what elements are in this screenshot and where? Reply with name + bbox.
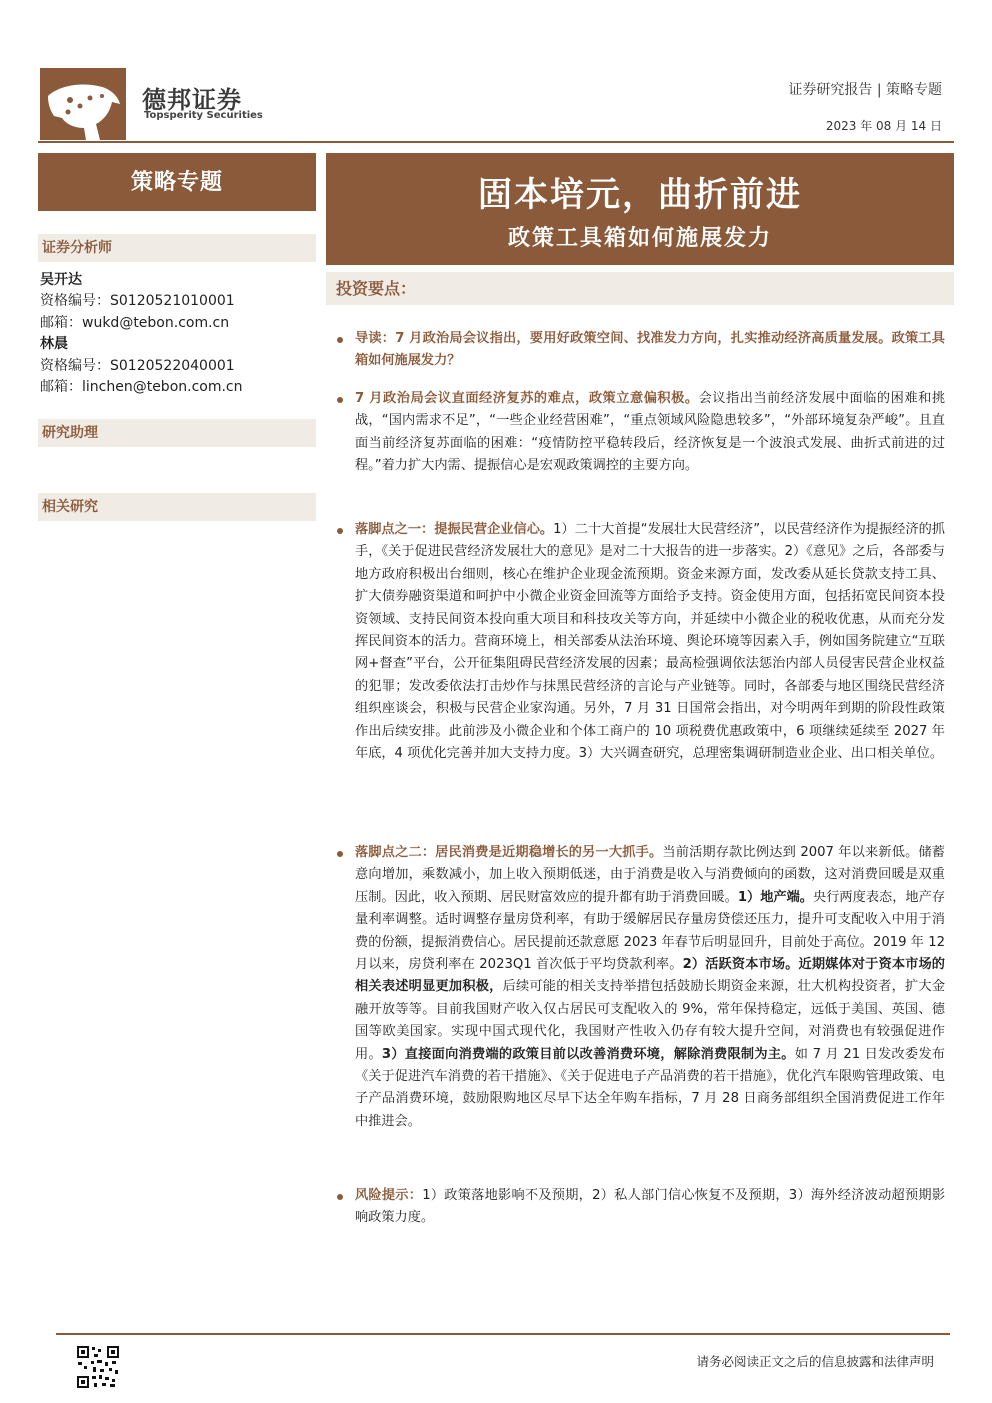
company-logo (40, 68, 280, 140)
analyst-heading: 证券分析师 (38, 234, 316, 262)
intro-paragraph (355, 328, 945, 373)
analyst-license: 资格编号：S0120521010001 (40, 293, 235, 309)
risk-body: 1）政策落地影响不及预期，2）私人部门信心恢复不及预期，3）海外经济波动超预期影响政策力度。 (355, 1188, 946, 1226)
report-subtitle: 政策工具箱如何施展发力 (507, 225, 772, 251)
bullet-icon (337, 397, 343, 403)
politburo-body: 会议指出当前经济发展中面临的困难和挑战，“国内需求不足”，“一些企业经营困难”，“重点领域风险隐患较多”，“外部环境复杂严峻”。且直面当前经济复苏面临的困难：“疫情防控平稳转段后，经济恢复是一个波浪式发展、曲折式前进的过程。”着力扩大内需、提振信心是宏观政策调控的主要方向。 (355, 391, 946, 474)
private-enterprise-lead: 落脚点之一：提振民营企业信心。 (355, 522, 554, 537)
analyst-license: 资格编号：S0120522040001 (40, 358, 235, 374)
capital-market-label: 2）活跃资本市场。近期媒体对于资本市场的相关表述明显更加积极， (355, 957, 945, 995)
assistant-heading: 研究助理 (38, 419, 316, 447)
consumer-policy-label: 3）直接面向消费端的政策目前以改善消费环境，解除消费限制为主。 (381, 1046, 795, 1062)
report-type: 证券研究报告 | 策略专题 (788, 82, 942, 98)
logo-chinese-name: 德邦证券 (142, 86, 242, 114)
private-enterprise-body: 1）二十大首提“发展壮大民营经济”，以民营经济作为提振经济的抓手，《关于促进民营经济发展壮大的意见》是对二十大报告的进一步落实。2）《意见》之后，各部委与地方政府积极出台细则，核心在维护企业现金流预期。资金来源方面，发改委从延长贷款支持工具、扩大债券融资渠道和呵护中小微企业资金回流等方面给予支持。资金使用方面，包括拓宽民间资本投资领域、支持民间资本投向重大项目和科技攻关等方向，并延续中小微企业的税收优惠，从而充分发挥民间资本的活力。营商环境上，相关部委从法治环境、舆论环境等因素入手，例如国务院建立“互联网+督查”平台，公开征集阻碍民营经济发展的因素；最高检强调依法惩治内部人员侵害民营企业权益的犯罪；发改委依法打击炒作与抹黑民营经济的言论与产业链等。同时，各部委与地区围绕民营经济组织座谈会，积极与民营企业家沟通。另外，7 月 31 日国常会指出，对今明两年到期的阶段性政策作出后续安排。此前涉及小微企业和个体工商户的 10 项税费优惠政策中，6 项继续延续至 2027 年年底，4 项优化完善并加大支持力度。3）大兴调查研究，总理密集调研制造业企业、出口相关单位。 (355, 522, 945, 762)
real-estate-label: 1）地产端。 (737, 889, 814, 905)
analyst-name: 林晨 (40, 336, 68, 352)
consumption-lead: 落脚点之二：居民消费是近期稳增长的另一大抓手。 (355, 845, 663, 860)
analyst-name: 吴开达 (40, 272, 82, 288)
bullet-icon (337, 851, 343, 857)
related-research-heading: 相关研究 (38, 493, 316, 521)
consumption-text: 央行两度表态，地产存量利率调整。适时调整存量房贷利率，有助于缓解居民存量房贷偿还压力，提升可支配收入中用于消费的份额，提振消费信心。居民提前还款意愿 2023 年春节后明显回升，目前处于高位。2019 年 12 月以来，房贷利率在 2023Q1 首次低于平均贷款利率。 (355, 889, 946, 973)
consumption-text: 后续可能的相关支持举措包括鼓励长期资金来源，壮大机构投资者，扩大金融开放等等。目前我国财产收入仅占居民可支配收入的 9%，常年保持稳定，远低于美国、英国、德国等欧美国家。实现中国式现代化，我国财产性收入仍存有较大提升空间，对消费也有较强促进作用。 (355, 979, 946, 1062)
risk-lead: 风险提示： (355, 1188, 423, 1203)
legal-disclaimer: 请务必阅读正文之后的信息披露和法律声明 (696, 1354, 934, 1369)
qr-code-icon[interactable] (76, 1345, 120, 1389)
analyst-email[interactable]: 邮箱：linchen@tebon.com.cn (40, 379, 243, 395)
leopard-logo-icon (40, 68, 126, 140)
investment-points-heading: 投资要点： (326, 272, 954, 305)
category-banner: 策略专题 (38, 153, 316, 211)
logo-english-name: Topsperity Securities (144, 110, 263, 121)
report-title: 固本培元，曲折前进 (478, 175, 802, 215)
footer-divider (56, 1333, 950, 1335)
intro-lead: 导读：7 月政治局会议指出，要用好政策空间、找准发力方向，扎实推动经济高质量发展。政策工具箱如何施展发力？ (355, 331, 945, 369)
bullet-icon (337, 528, 343, 534)
risk-paragraph (355, 1185, 945, 1230)
bullet-icon (337, 337, 343, 343)
report-date: 2023 年 08 月 14 日 (825, 119, 942, 133)
title-banner (326, 153, 954, 265)
politburo-lead: 7 月政治局会议直面经济复苏的难点，政策立意偏积极。 (355, 391, 699, 406)
politburo-paragraph (355, 388, 945, 478)
consumption-paragraph (355, 842, 945, 1133)
consumption-text: 当前活期存款比例达到 2007 年以来新低。储蓄意向增加，乘数减小，加上收入预期低迷，由于消费是收入与消费倾向的函数，这对消费回暖是双重压制。因此，收入预期、居民财富效应的提升都有助于消费回暖。 (355, 845, 945, 905)
private-enterprise-paragraph (355, 519, 945, 765)
consumption-text: 如 7 月 21 日发改委发布《关于促进汽车消费的若干措施》、《关于促进电子产品消费的若干措施》，优化汽车限购管理政策、电子产品消费环境，鼓励限购地区尽早下达全年购车指标，7 月 28 日商务部组织全国消费促进工作年中推进会。 (355, 1046, 945, 1129)
header-divider (38, 141, 954, 143)
bullet-icon (337, 1194, 343, 1200)
analyst-email[interactable]: 邮箱：wukd@tebon.com.cn (40, 315, 230, 331)
